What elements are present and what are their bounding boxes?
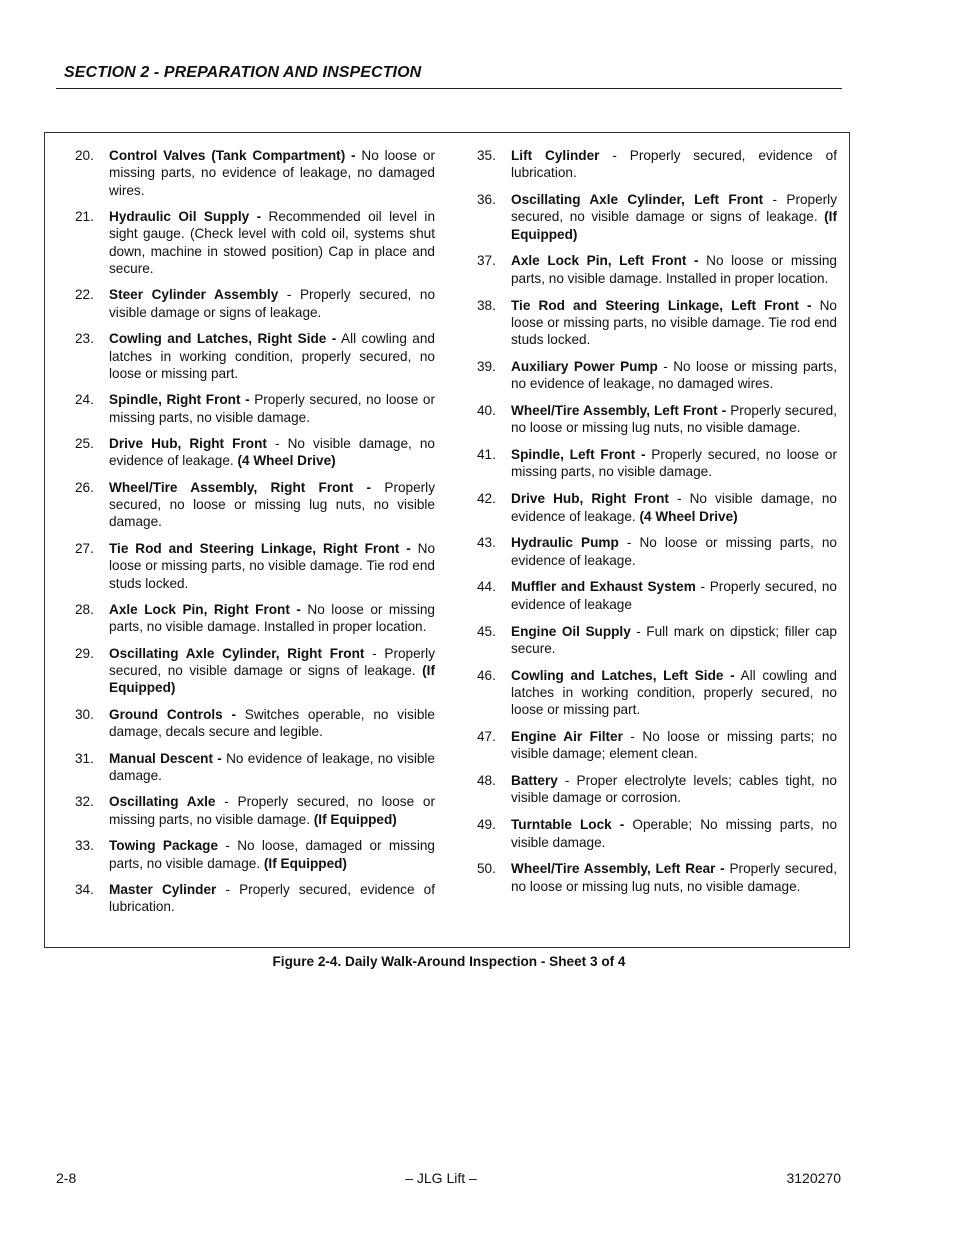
inspection-item	[73, 837, 435, 872]
inspection-item	[73, 286, 435, 321]
item-description: All cowling and latches in working condition, properly secured, no loose or missing part.	[511, 667, 837, 718]
inspection-item	[73, 147, 435, 199]
item-number: 25.	[75, 436, 94, 452]
item-number: 46.	[477, 667, 496, 683]
item-description: - Properly secured, evidence of lubrication.	[109, 882, 435, 915]
item-description: - Properly secured, evidence of lubrication.	[511, 148, 837, 181]
publisher-name: – JLG Lift –	[405, 1170, 477, 1186]
item-number: 30.	[75, 706, 94, 722]
item-title: Spindle, Right Front -	[109, 392, 250, 408]
item-number: 45.	[477, 623, 496, 639]
item-number: 28.	[75, 602, 94, 618]
item-title: Oscillating Axle Cylinder, Right Front	[109, 645, 365, 661]
inspection-item	[73, 645, 435, 697]
item-number: 22.	[75, 287, 94, 303]
item-number: 39.	[477, 358, 496, 374]
item-title: Engine Oil Supply	[511, 623, 631, 639]
item-description: Properly secured, no loose or missing lug nuts, no visible damage.	[511, 403, 838, 436]
item-title: Lift Cylinder	[511, 148, 600, 163]
item-number: 24.	[75, 392, 94, 408]
inspection-item	[475, 252, 837, 287]
item-number: 20.	[75, 148, 94, 163]
item-number: 44.	[477, 579, 496, 595]
item-description: No loose or missing parts, no visible damage. Installed in proper location.	[109, 602, 435, 635]
inspection-item	[73, 601, 435, 636]
item-title: Hydraulic Oil Supply -	[109, 209, 262, 225]
item-title: Engine Air Filter	[511, 729, 623, 745]
item-title: Battery	[511, 773, 558, 789]
inspection-item	[475, 297, 837, 349]
item-number: 47.	[477, 729, 496, 745]
item-number: 34.	[75, 882, 94, 898]
item-number: 38.	[477, 297, 496, 313]
item-title: Turntable Lock -	[511, 817, 625, 833]
item-description: - No loose, damaged or missing parts, no visible damage.	[109, 838, 435, 871]
item-note: (If Equipped)	[263, 855, 347, 871]
inspection-list-box	[44, 132, 850, 948]
item-description: Properly secured, no loose or missing parts, no visible damage.	[109, 392, 435, 425]
inspection-item	[475, 191, 837, 243]
item-number: 26.	[75, 479, 94, 495]
item-title: Spindle, Left Front -	[511, 447, 646, 463]
inspection-item	[73, 540, 435, 592]
item-title: Manual Descent -	[109, 750, 222, 766]
item-description: - Properly secured, no visible damage or signs of leakage.	[109, 645, 435, 679]
inspection-item	[475, 490, 837, 525]
item-title: Oscillating Axle Cylinder, Left Front	[511, 192, 764, 208]
inspection-item	[475, 772, 837, 807]
left-column	[73, 147, 435, 925]
item-title: Cowling and Latches, Left Side -	[511, 667, 735, 683]
item-description: - Properly secured, no visible damage or signs of leakage.	[511, 192, 837, 225]
item-number: 21.	[75, 209, 94, 225]
figure-caption: Figure 2-4. Daily Walk-Around Inspection - Sheet 3 of 4	[272, 954, 626, 969]
inspection-item	[73, 750, 435, 785]
item-title: Cowling and Latches, Right Side -	[109, 331, 337, 347]
item-title: Muffler and Exhaust System	[511, 579, 696, 595]
item-description: - No loose or missing parts, no evidence of leakage, no damaged wires.	[511, 358, 837, 392]
item-description: - Properly secured, no evidence of leakage	[511, 579, 837, 612]
item-description: Properly secured, no loose or missing lug nuts, no visible damage.	[511, 861, 838, 894]
item-title: Control Valves (Tank Compartment) -	[109, 148, 356, 163]
item-description: No loose or missing parts, no visible damage. Tie rod end studs locked.	[109, 540, 435, 591]
item-number: 43.	[477, 535, 496, 551]
item-description: No loose or missing parts, no visible damage. Installed in proper location.	[511, 253, 837, 286]
page-number: 2-8	[56, 1170, 77, 1186]
item-description: All cowling and latches in working condition, properly secured, no loose or missing part.	[109, 331, 435, 381]
item-description: - No loose or missing parts; no visible damage; element clean.	[511, 729, 837, 762]
inspection-item	[475, 534, 837, 569]
item-note: (If Equipped)	[511, 209, 837, 242]
item-number: 27.	[75, 540, 94, 556]
item-description: - No visible damage, no evidence of leakage.	[511, 491, 837, 524]
document-number: 3120270	[786, 1170, 841, 1186]
item-number: 36.	[477, 192, 496, 208]
item-description: No loose or missing parts, no visible damage. Tie rod end studs locked.	[511, 297, 837, 348]
item-description: No loose or missing parts, no evidence of leakage, no damaged wires.	[109, 148, 435, 198]
item-title: Hydraulic Pump	[511, 535, 619, 551]
item-title: Axle Lock Pin, Right Front -	[109, 602, 301, 618]
inspection-item	[475, 578, 837, 613]
item-number: 49.	[477, 817, 496, 833]
item-title: Wheel/Tire Assembly, Left Front -	[511, 403, 727, 419]
item-title: Drive Hub, Right Front	[511, 491, 669, 507]
inspection-item	[475, 728, 837, 763]
item-description: No evidence of leakage, no visible damage.	[109, 750, 435, 783]
inspection-item	[475, 446, 837, 481]
item-number: 50.	[477, 861, 496, 877]
inspection-item	[475, 667, 837, 719]
item-note: (4 Wheel Drive)	[639, 508, 738, 524]
item-description: Operable; No missing parts, no visible damage.	[511, 817, 838, 850]
item-note: (4 Wheel Drive)	[237, 453, 336, 469]
item-description: - No loose or missing parts, no evidence of leakage.	[511, 535, 837, 568]
item-number: 40.	[477, 403, 496, 419]
item-number: 23.	[75, 331, 94, 347]
item-number: 48.	[477, 773, 496, 789]
item-number: 29.	[75, 645, 94, 661]
item-description: - Full mark on dipstick; filler cap secure.	[511, 623, 837, 656]
item-title: Master Cylinder	[109, 882, 217, 898]
section-title: SECTION 2 - PREPARATION AND INSPECTION	[64, 64, 422, 81]
item-number: 42.	[477, 491, 496, 507]
item-title: Ground Controls -	[109, 706, 236, 722]
inspection-item	[73, 391, 435, 426]
header-divider	[56, 88, 842, 89]
item-number: 41.	[477, 447, 496, 463]
item-description: - No visible damage, no evidence of leakage.	[109, 436, 435, 469]
right-column	[475, 147, 837, 904]
item-number: 37.	[477, 253, 496, 269]
inspection-item	[475, 623, 837, 658]
inspection-item	[475, 358, 837, 393]
item-number: 32.	[75, 794, 94, 810]
item-description: Properly secured, no loose or missing parts, no visible damage.	[511, 447, 837, 480]
inspection-item	[73, 793, 435, 828]
inspection-item	[73, 208, 435, 277]
inspection-item	[475, 816, 837, 851]
item-title: Wheel/Tire Assembly, Right Front -	[109, 479, 372, 495]
item-description: - Properly secured, no visible damage or signs of leakage.	[109, 287, 436, 320]
item-description: Properly secured, no loose or missing lug nuts, no visible damage.	[109, 479, 435, 530]
item-title: Drive Hub, Right Front	[109, 436, 267, 452]
inspection-item	[73, 881, 435, 916]
inspection-item	[475, 402, 837, 437]
item-description: - Proper electrolyte levels; cables tight, no visible damage or corrosion.	[511, 773, 837, 806]
item-number: 35.	[477, 148, 496, 163]
item-title: Tie Rod and Steering Linkage, Left Front -	[511, 297, 812, 313]
item-note: (If Equipped)	[313, 811, 397, 827]
inspection-item	[73, 706, 435, 741]
item-number: 33.	[75, 838, 94, 854]
item-description: - Properly secured, no loose or missing parts, no visible damage.	[109, 794, 435, 827]
item-note: (If Equipped)	[109, 663, 435, 696]
item-title: Towing Package	[109, 838, 219, 854]
item-number: 31.	[75, 750, 94, 766]
item-title: Tie Rod and Steering Linkage, Right Front -	[109, 540, 411, 556]
item-title: Oscillating Axle	[109, 794, 216, 810]
inspection-item	[475, 147, 837, 182]
inspection-item	[73, 330, 435, 382]
item-title: Axle Lock Pin, Left Front -	[511, 253, 699, 269]
inspection-item	[73, 479, 435, 531]
item-title: Auxiliary Power Pump	[511, 358, 658, 374]
item-description: Switches operable, no visible damage, decals secure and legible.	[109, 706, 435, 740]
inspection-item	[475, 860, 837, 895]
item-title: Steer Cylinder Assembly	[109, 287, 279, 303]
item-title: Wheel/Tire Assembly, Left Rear -	[511, 861, 725, 877]
item-description: Recommended oil level in sight gauge. (Check level with cold oil, systems shut down, machine in stowed position) Cap in place and secure.	[109, 209, 436, 276]
inspection-item	[73, 435, 435, 470]
